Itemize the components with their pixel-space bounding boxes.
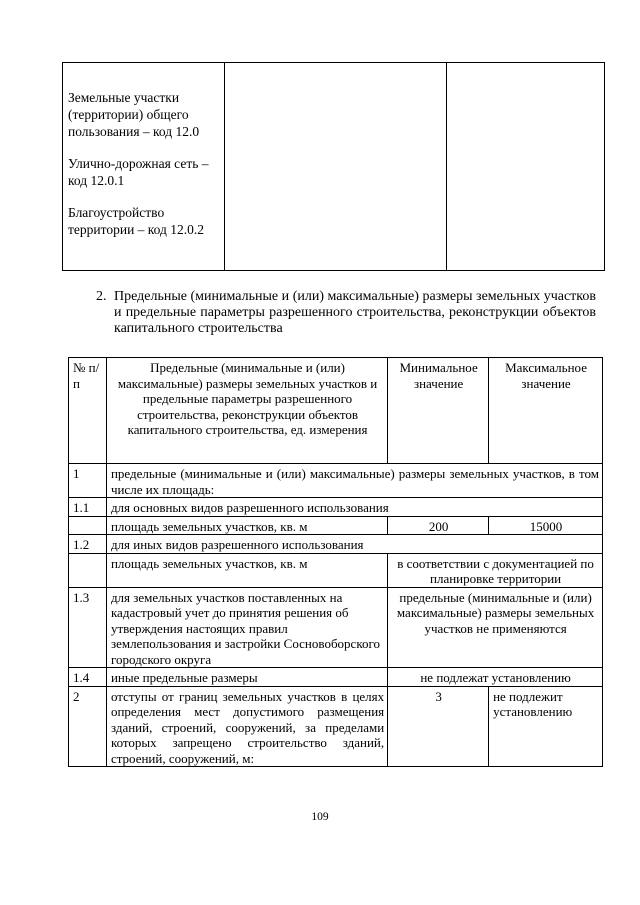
row-num: 1.1 (69, 498, 107, 517)
table-row (69, 587, 603, 668)
row-num: 1.4 (69, 668, 107, 687)
table-row (69, 686, 603, 767)
page-number: 109 (311, 811, 329, 823)
min-value: 3 (388, 686, 489, 767)
table-row (63, 63, 605, 271)
table-header-row (69, 358, 603, 464)
row-num: 1.2 (69, 535, 107, 554)
row-num: 1 (69, 464, 107, 498)
empty-cell (447, 63, 605, 271)
row-text: отступы от границ земельных участков в целях определения мест допустимого размещения зданий, строений, сооружений, за пределами которых запрещено строительство зданий, строений, сооружений, м: (106, 686, 387, 767)
zone-code-12-0-2: Благоустройство территории – код 12.0.2 (68, 205, 205, 237)
row-text: площадь земельных участков, кв. м (106, 553, 387, 587)
merged-value: предельные (минимальные и (или) максимальные) размеры земельных участков не применяются (388, 587, 603, 668)
row-num: 1.3 (69, 587, 107, 668)
table-row (69, 498, 603, 517)
row-text: предельные (минимальные и (или) максимальные) размеры земельных участков, в том числе их площадь: (106, 464, 602, 498)
zone-code-12-0: Земельные участки (территории) общего пользования – код 12.0 (68, 90, 200, 139)
min-value: 200 (388, 516, 489, 535)
row-text: для земельных участков поставленных на кадастровый учет до принятия решения об утверждения настоящих правил землепользования и застройки Сосновоборского городского округа (106, 587, 387, 668)
row-num: 2 (69, 686, 107, 767)
section-heading: Предельные (минимальные и (или) максимальные) размеры земельных участков и предельные параметры разрешенного строительства, реконструкции объектов капитального строительства (114, 289, 596, 336)
max-value: 15000 (489, 516, 603, 535)
table-row (69, 535, 603, 554)
header-max: Максимальное значение (489, 358, 603, 464)
merged-value: в соответствии с документацией по планировке территории (388, 553, 603, 587)
max-value: не подлежит установлению (489, 686, 603, 767)
empty-cell (69, 516, 107, 535)
row-text: иные предельные размеры (106, 668, 387, 687)
table-row (69, 668, 603, 687)
header-name: Предельные (минимальные и (или) максимальные) размеры земельных участков и предельные параметры разрешенного строительства, реконструкции объектов капитального строительства, ед. измерения (106, 358, 387, 464)
table-row (69, 553, 603, 587)
row-text: для иных видов разрешенного использования (106, 535, 602, 554)
params-table (68, 357, 603, 767)
zone-code-12-0-1: Улично-дорожная сеть – код 12.0.1 (68, 156, 209, 188)
empty-cell (224, 63, 446, 271)
header-min: Минимальное значение (388, 358, 489, 464)
section-number: 2. (96, 289, 107, 304)
zone-names-cell (63, 63, 225, 271)
row-text: площадь земельных участков, кв. м (106, 516, 387, 535)
zones-table (62, 62, 605, 271)
table-row (69, 464, 603, 498)
table-row (69, 516, 603, 535)
merged-value: не подлежат установлению (388, 668, 603, 687)
row-text: для основных видов разрешенного использования (106, 498, 602, 517)
header-num: № п/п (69, 358, 107, 464)
empty-cell (69, 553, 107, 587)
